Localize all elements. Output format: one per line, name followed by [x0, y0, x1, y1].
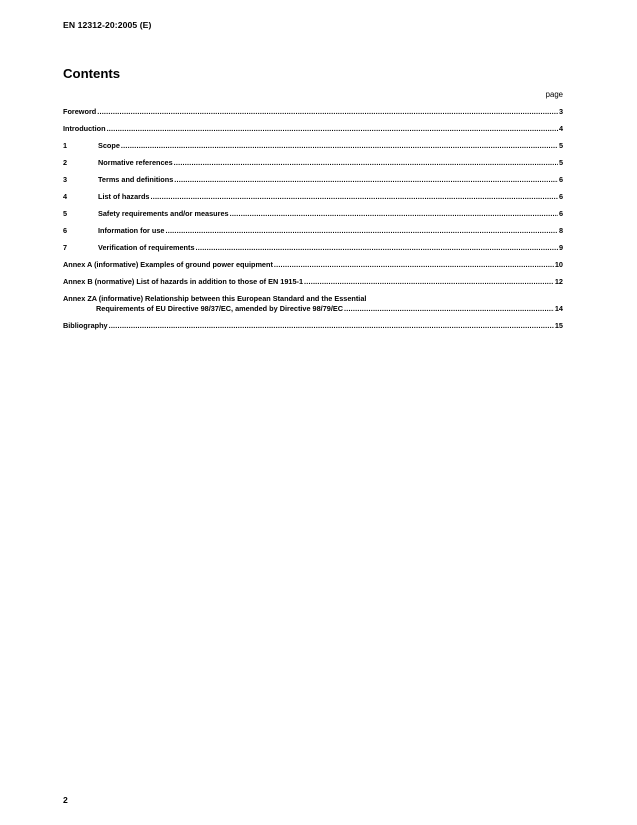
toc-entry-verification[interactable]: 7 Verification of requirements ..... 9 [63, 243, 563, 260]
toc-entry-terms-definitions[interactable]: 3 Terms and definitions ..... 6 [63, 175, 563, 192]
toc-entry-bibliography[interactable]: Bibliography ..... 15 [63, 321, 563, 338]
toc-entry-annex-za[interactable] [63, 294, 563, 314]
toc-entry-scope[interactable]: 1 Scope ..... 5 [63, 141, 563, 158]
toc-entry-information-for-use[interactable]: 6 Information for use ..... 8 [63, 226, 563, 243]
toc-entry-annex-a[interactable]: Annex A (informative) Examples of ground power equipment ..... 10 [63, 260, 563, 277]
document-id: EN 12312-20:2005 (E) [63, 20, 152, 30]
toc-entry-annex-b[interactable]: Annex B (normative) List of hazards in addition to those of EN 1915-1 ..... 12 [63, 277, 563, 294]
annex-za-line2: Requirements of EU Directive 98/37/EC, amended by Directive 98/79/EC ..... 14 [63, 304, 563, 314]
annex-za-line1: Annex ZA (informative) Relationship between this European Standard and the Essential [63, 294, 367, 303]
toc-entry-safety-requirements[interactable]: 5 Safety requirements and/or measures ..... 6 [63, 209, 563, 226]
toc-entry-introduction[interactable]: Introduction ..... 4 [63, 124, 563, 141]
contents-title: Contents [63, 66, 121, 81]
page-number: 2 [63, 795, 68, 805]
toc-entry-normative-references[interactable]: 2 Normative references ..... 5 [63, 158, 563, 175]
toc-entry-list-of-hazards[interactable]: 4 List of hazards ..... 6 [63, 192, 563, 209]
page-column-label: page [545, 90, 563, 99]
toc-entry-foreword[interactable]: Foreword ..... 3 [63, 107, 563, 124]
table-of-contents [63, 107, 563, 338]
